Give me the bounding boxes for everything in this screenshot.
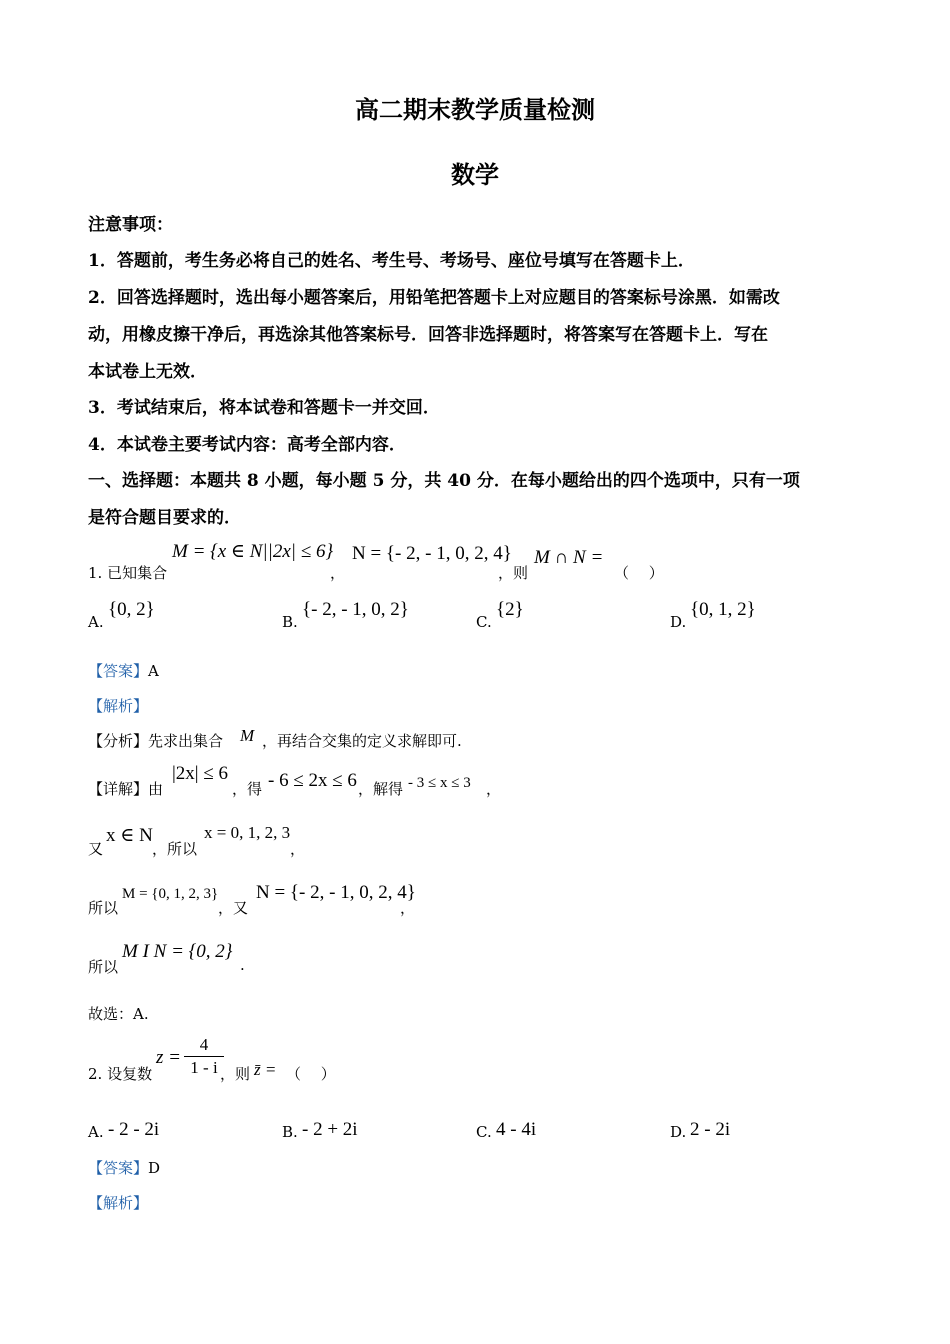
q1-set-n: N = {- 2, - 1, 0, 2, 4} xyxy=(352,543,512,564)
notice-item-2-line-2: 动，用橡皮擦干净后，再选涂其他答案标号．回答非选择题时，将答案写在答题卡上．写在 xyxy=(88,325,768,345)
q1-fenxi-text-a: 先求出集合 xyxy=(148,732,224,750)
q1-xj2-text-c: ， xyxy=(290,840,306,858)
q1-xj4-text-a: 所以 xyxy=(88,958,119,976)
q1-paren: （ ） xyxy=(614,564,664,582)
q1-xj1-text-c: ，解得 xyxy=(358,780,404,798)
notice-item-2-line-1: 2．回答选择题时，选出每小题答案后，用铅笔把答题卡上对应题目的答案标号涂黑．如需改 xyxy=(88,288,780,308)
q2-prefix: 2. 设复数 xyxy=(88,1065,153,1083)
q2-z-eq: z = xyxy=(156,1047,181,1068)
q1-expression: M ∩ N = xyxy=(534,547,604,568)
q1-xj3-math-1: M = {0, 1, 2, 3} xyxy=(122,886,219,902)
exam-title: 高二期末教学质量检测 xyxy=(355,95,595,124)
q2-option-d-value: 2 - 2i xyxy=(690,1119,731,1140)
q1-xj3-text-a: 所以 xyxy=(88,899,119,917)
q2-option-a-label: A. xyxy=(88,1123,104,1141)
q1-xj2-math-2: x = 0, 1, 2, 3 xyxy=(204,823,291,842)
q2-option-b-label: B. xyxy=(282,1123,298,1141)
q2-answer-tag: 【答案】 xyxy=(88,1159,149,1177)
q1-xj3-text-b: ，又 xyxy=(218,899,249,917)
q1-prefix: 1. 已知集合 xyxy=(88,564,168,582)
q1-xj4-math: M I N = {0, 2} xyxy=(122,941,233,962)
q1-fenxi xyxy=(88,730,223,751)
q1-option-a-value: {0, 2} xyxy=(108,599,155,620)
q1-xj1-text-d: ， xyxy=(486,780,502,798)
q1-fenxi-text-b: ，再结合交集的定义求解即可. xyxy=(262,732,462,750)
exam-subject: 数学 xyxy=(451,160,499,189)
q2-fraction-numerator: 4 xyxy=(184,1034,224,1057)
q1-option-b-label: B. xyxy=(282,613,298,631)
q1-xiangjie-tag: 【详解】 xyxy=(88,780,149,798)
q1-then: ，则 xyxy=(498,564,529,582)
q1-xj1-math-1: |2x| ≤ 6 xyxy=(172,763,229,784)
notice-item-1: 1．答题前，考生务必将自己的姓名、考生号、考场号、座位号填写在答题卡上． xyxy=(88,251,695,271)
q1-xj3-math-2: N = {- 2, - 1, 0, 2, 4} xyxy=(256,882,416,903)
q2-option-c-value: 4 - 4i xyxy=(496,1119,537,1140)
q1-fenxi-tag: 【分析】 xyxy=(88,732,149,750)
q1-option-b-value: {- 2, - 1, 0, 2} xyxy=(302,599,409,620)
q1-xj1-math-2: - 6 ≤ 2x ≤ 6 xyxy=(268,770,357,791)
notice-item-3: 3．考试结束后，将本试卷和答题卡一并交回． xyxy=(88,398,440,418)
q2-option-b-value: - 2 + 2i xyxy=(302,1119,358,1140)
q2-answer-value: D xyxy=(148,1159,161,1177)
q1-option-a-label: A. xyxy=(88,613,104,631)
q1-xj1-text-a: 由 xyxy=(148,780,164,798)
q2-zbar: z̄ = xyxy=(254,1060,277,1079)
q2-option-a-value: - 2 - 2i xyxy=(108,1119,160,1140)
q1-xj1-text-b: ，得 xyxy=(232,780,263,798)
q1-answer-value: A xyxy=(148,662,159,680)
q1-xj2-text-a: 又 xyxy=(88,840,104,858)
section-1-line-2: 是符合题目要求的． xyxy=(88,508,241,528)
q2-option-c-label: C. xyxy=(476,1123,492,1141)
q2-fraction xyxy=(184,1034,224,1079)
q1-option-c-label: C. xyxy=(476,613,492,631)
q1-xj4-text-b: . xyxy=(240,956,245,974)
q2-then: ，则 xyxy=(220,1065,251,1083)
q1-xj1-math-3: - 3 ≤ x ≤ 3 xyxy=(408,775,471,791)
q1-choose: 故选：A. xyxy=(88,1005,149,1023)
q1-set-m: M = {x ∈ N||2x| ≤ 6} xyxy=(172,541,334,562)
q1-xj3-text-c: ， xyxy=(400,899,416,917)
q2-analysis-tag: 【解析】 xyxy=(88,1194,149,1212)
q1-option-d-value: {0, 1, 2} xyxy=(690,599,756,620)
notice-item-2-line-3: 本试卷上无效． xyxy=(88,362,207,382)
q1-xj2-text-b: ，所以 xyxy=(152,840,198,858)
notice-heading: 注意事项： xyxy=(88,215,173,235)
q2-option-d-label: D. xyxy=(670,1123,687,1141)
section-1-line-1: 一、选择题：本题共 8 小题，每小题 5 分，共 40 分．在每小题给出的四个选项中，只有一项 xyxy=(88,471,800,491)
q1-comma: ， xyxy=(330,564,346,582)
q1-analysis-tag: 【解析】 xyxy=(88,697,149,715)
notice-item-4: 4．本试卷主要考试内容：高考全部内容． xyxy=(88,435,406,455)
q1-xj2-math-1: x ∈ N xyxy=(106,825,153,846)
q1-fenxi-m: M xyxy=(240,726,255,745)
q2-fraction-denominator: 1 - i xyxy=(190,1058,218,1077)
q1-option-d-label: D. xyxy=(670,613,687,631)
q2-paren: （ ） xyxy=(286,1065,336,1083)
q1-option-c-value: {2} xyxy=(496,599,524,620)
q1-answer-tag: 【答案】 xyxy=(88,662,149,680)
q1-xiangjie-line-1 xyxy=(88,778,163,799)
q1-answer xyxy=(88,660,159,681)
q2-answer xyxy=(88,1157,160,1178)
